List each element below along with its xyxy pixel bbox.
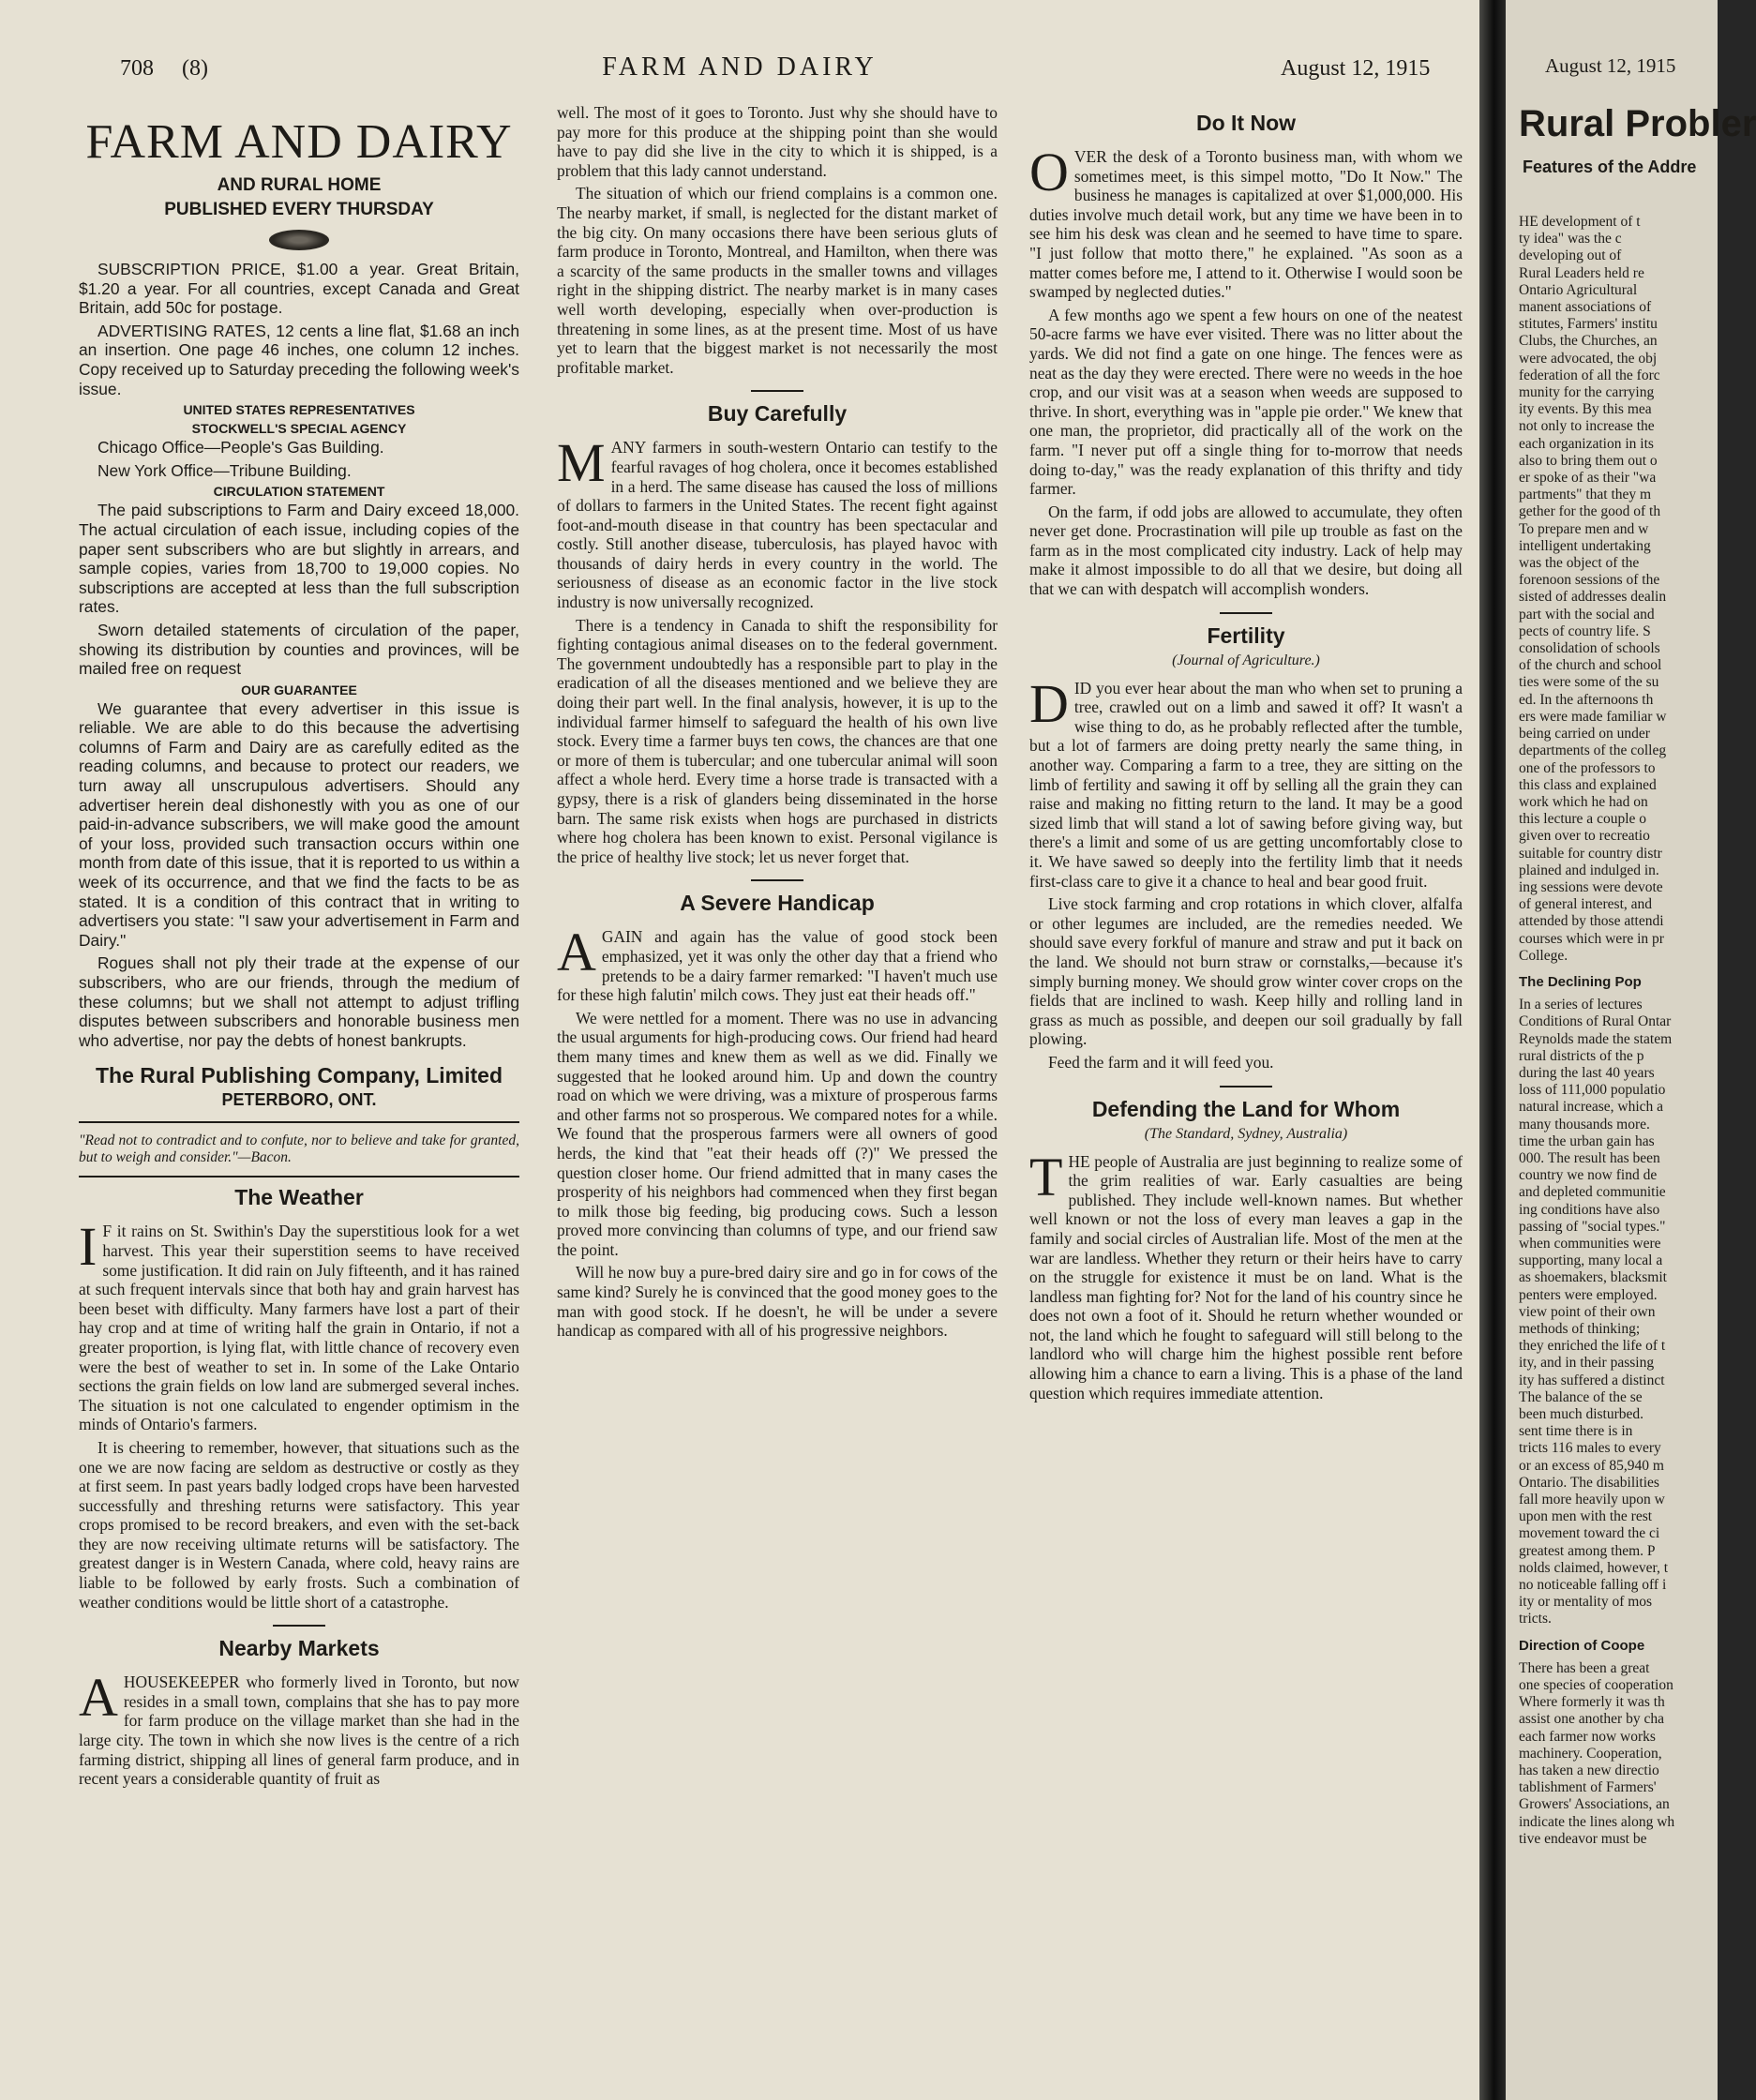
source-fertility: (Journal of Agriculture.) — [1172, 652, 1320, 668]
next-page-line: or an excess of 85,940 m — [1519, 1457, 1664, 1474]
next-page-line: no noticeable falling off i — [1519, 1577, 1667, 1594]
next-page-line: been much disturbed. — [1519, 1406, 1644, 1423]
next-page-line: one species of cooperation — [1519, 1677, 1673, 1694]
next-page-line: ing sessions were devote — [1519, 878, 1663, 895]
next-page-line: view point of their own — [1519, 1303, 1656, 1320]
article-paragraph — [1029, 1146, 1463, 1403]
source-defending: (The Standard, Sydney, Australia) — [1144, 1125, 1348, 1142]
chicago-office: Chicago Office—People's Gas Building. — [98, 438, 384, 458]
next-page-line: suitable for country distr — [1519, 845, 1662, 862]
article-paragraph — [79, 1667, 519, 1789]
article-paragraph: A few months ago we spent a few hours on one of the neatest 50-acre farms we have ever visited. There was no litter about the yards. We did not find a gate on one hinge. The fences were as neat as the day they were erected. There were no weeds in the hoe crop, and our visit was at a season when weeds are supposed to thrive. In short, everything was in "apple pie order." We knew that one man, the proprietor, did practically all of the work on the farm. "I never put off a single thing for to-morrow that needs doing to-day," was the ready explanation of this thrifty and tidy farmer. — [1029, 305, 1463, 499]
advertising-text: ADVERTISING RATES, 12 cents a line flat, $1.68 an inch an insertion. One page 46 inches, one column 12 inches. Copy received up to Saturday preceding the following week's issue. — [79, 321, 519, 398]
divider — [79, 1121, 519, 1123]
masthead-published: PUBLISHED EVERY THURSDAY — [164, 200, 434, 219]
next-page-line: one of the professors to — [1519, 759, 1656, 776]
next-page-line: tricts. — [1519, 1611, 1552, 1628]
next-page-line: machinery. Cooperation, — [1519, 1745, 1662, 1762]
next-page-line: 000. The result has been — [1519, 1149, 1660, 1166]
next-page-line: were advocated, the obj — [1519, 350, 1658, 367]
publisher-name: The Rural Publishing Company, Limited — [95, 1063, 503, 1088]
next-page-line: departments of the colleg — [1519, 742, 1667, 759]
paragraph-text: ANY farmers in south-western Ontario can testify to the fearful ravages of hog cholera, once it becomes established in a herd. The same disease has caused the loss of millions of dollars to farmers in the United States. The recent fight against foot-and-mouth disease in that country has been spectacular and costly. Still another disease, tuberculosis, has played havoc with thousands of dairy herds in every country in the world. The seriousness of disease as an economic factor in the live stock industry is now universally recognized. — [557, 438, 998, 612]
paragraph-text: HE people of Australia are just beginning to realize some of the grim realities of war. Early casualties are being published. They include well-known names. But whether well known or not the loss of every man leaves a gap in the family and social circles of Australian life. Most of the men at the war are landless. Whether they return or their heirs have to carry on the struggle for existence it must be on land. What is the landless man fighting for? Not for the land of his country since he does not own a foot of it. Should he return whether wounded or not, the land which he fought to safeguard will still belong to the landlord who will charge him the highest possible rent before allowing him a chance to earn a living. This is a phase of the land question which requires immediate attention. — [1029, 1151, 1463, 1402]
next-page-line: ity or mentality of mos — [1519, 1594, 1653, 1611]
next-page-line: College. — [1519, 947, 1568, 964]
next-page-line: The balance of the se — [1519, 1388, 1643, 1405]
column-1 — [79, 103, 519, 1792]
paragraph-text: ID you ever hear about the man who when set to pruning a tree, crawled out on a limb and sawed it off? It wasn't a wise thing to do, as he probably reflected after the tumble, but a lot of farmers are doing pretty nearly the same thing, in another way. Comparing a farm to a tree, they are sitting on the limb of fertility and sawing it off by selling all the grain they can raise and making no fitting return to the land. It may be a good sized limb that will stand a lot of sawing before giving way, but there's a limit and some of us are getting uncomfortably close to it. We have sawed so deeply into the fertility limb that it needs first-class care to give it a chance to heal and bear good fruit. — [1029, 678, 1463, 891]
article-paragraph: There is a tendency in Canada to shift the responsibility for fighting contagious animal diseases on to the federal government. The government undoubtedly has a responsible part to play in the eradication of all the diseases mentioned and we believe they are doing their part well. In the final analysis, however, it is up to the individual farmer himself to safeguard the health of his own live stock. Every time a farmer buys ten cows, the chances are that one or more of them is tubercular; and one tubercular animal will soon affect a whole herd. Every time a horse trade is transacted with a gypsy, there is a risk of glanders being disseminated in the horse barn. The same risk exists when hogs are purchased in districts where hog cholera has been known to exist. Personal vigilance is the price of healthy live stock; let us never forget that. — [557, 615, 998, 866]
section-number-text: (8) — [182, 56, 208, 81]
newyork-office: New York Office—Tribune Building. — [98, 460, 352, 480]
next-page-line: sent time there is in — [1519, 1423, 1633, 1440]
next-page-line: not only to increase the — [1519, 418, 1655, 435]
next-page-line: er spoke of as their "wa — [1519, 470, 1657, 487]
next-page-line: methods of thinking; — [1519, 1321, 1641, 1337]
next-page-line: ty idea" was the c — [1519, 231, 1622, 248]
next-page-line: gether for the good of th — [1519, 503, 1661, 520]
next-page-line: they enriched the life of t — [1519, 1338, 1666, 1355]
drop-cap: A — [79, 1667, 118, 1729]
next-page-line: movement toward the ci — [1519, 1525, 1660, 1542]
us-rep-agency: STOCKWELL'S SPECIAL AGENCY — [191, 421, 407, 437]
running-title: FARM AND DAIRY — [602, 52, 878, 82]
next-page-line: each organization in its — [1519, 435, 1654, 452]
next-page-line: of the church and school — [1519, 657, 1662, 674]
article-paragraph — [1029, 142, 1463, 302]
divider — [751, 390, 803, 392]
next-page-line: penters were employed. — [1519, 1286, 1658, 1303]
next-page-line: Where formerly it was th — [1519, 1694, 1665, 1711]
next-page-line: tablishment of Farmers' — [1519, 1779, 1657, 1796]
next-page-line: country we now find de — [1519, 1167, 1658, 1184]
article-paragraph: well. The most of it goes to Toronto. Just why she should have to pay more for this produce at the shipping point than she would have to pay did she live in the city to which it is shipped, is a problem that this lady cannot understand. — [557, 103, 998, 180]
next-page-date: August 12, 1915 — [1545, 54, 1676, 77]
divider — [79, 1176, 519, 1178]
next-page-line: during the last 40 years — [1519, 1064, 1655, 1081]
next-page-line: rural districts of the p — [1519, 1047, 1644, 1064]
us-rep-heading: UNITED STATES REPRESENTATIVES — [183, 402, 415, 418]
next-page-line: was the object of the — [1519, 555, 1640, 572]
headline-defending-land: Defending the Land for Whom — [1091, 1096, 1401, 1121]
next-page-line: natural increase, which a — [1519, 1099, 1664, 1116]
next-page-line: ity has suffered a distinct — [1519, 1372, 1665, 1388]
subscription-text: SUBSCRIPTION PRICE, $1.00 a year. Great Britain, $1.20 a year. For all countries, except Canada and Great Britain, add 50c for postage. — [79, 260, 519, 318]
next-page-line: consolidation of schools — [1519, 640, 1660, 657]
masthead-title: FARM AND DAIRY — [85, 115, 513, 169]
guarantee-text-2: Rogues shall not ply their trade at the expense of our subscribers, who are our friends, through the medium of these columns; but we shall not attempt to adjust trifling disputes between subscribers and honorable business men who advertise, nor pay the debts of honest bankrupts. — [79, 953, 519, 1050]
next-page-line: part with the social and — [1519, 606, 1655, 622]
paragraph-text: GAIN and again has the value of good stock been emphasized, yet it was only the other day that a friend who pretends to be a dairy farmer remarked: "I haven't much use for these high falutin' milch cows. They just eat their heads off." — [557, 927, 998, 1005]
next-page-line: ity, and in their passing — [1519, 1355, 1655, 1372]
article-paragraph: Feed the farm and it will feed you. — [1048, 1052, 1274, 1072]
drop-cap: A — [557, 922, 596, 983]
next-page-line: Ontario Agricultural — [1519, 281, 1638, 298]
next-page-line: tricts 116 males to every — [1519, 1440, 1661, 1457]
next-page-line: nolds claimed, however, t — [1519, 1559, 1669, 1576]
next-page-line: Conditions of Rural Ontar — [1519, 1013, 1672, 1030]
headline-fertility: Fertility — [1207, 622, 1285, 648]
paragraph-text: VER the desk of a Toronto business man, with whom we sometimes meet, is this simpel motto, "Do It Now." The business he manages is capitalized at over $1,000,000. His duties involve much detail work, but any time we have been in to see him his desk was clean and he seemed to have time to spare. "I just follow that motto there," he explained. "As soon as a matter comes before me, I attend to it. Otherwise I would soon be swamped by neglected duties." — [1029, 147, 1463, 302]
next-page-line: supporting, many local a — [1519, 1252, 1663, 1269]
next-page-line: pects of country life. S — [1519, 622, 1651, 639]
next-page-section-heading: Direction of Coope — [1519, 1637, 1645, 1654]
guarantee-text: We guarantee that every advertiser in this issue is reliable. We are able to do this because the advertising columns of Farm and Dairy are as carefully edited as the reading columns, and because to protect our readers, we turn away all unscrupulous advertisers. Should any advertiser herein deal dishonestly with you as one of our paid-in-advance subscribers, we will make good the amount of your loss, provided such transaction occurs within one month from date of this issue, that it is reported to us within a week of its occurrence, and that we find the facts to be as stated. It is a condition of this contract that in writing to advertisers you state: "I saw your advertisement in Farm and Dairy." — [79, 698, 519, 950]
next-page-line: intelligent undertaking — [1519, 537, 1651, 554]
next-page-line: ties were some of the su — [1519, 674, 1659, 691]
next-page-line: HE development of t — [1519, 214, 1641, 230]
next-page-line: There has been a great — [1519, 1659, 1650, 1676]
circulation-text-2: Sworn detailed statements of circulation of the paper, showing its distribution by counties and provinces, will be mailed free on request — [79, 620, 519, 679]
next-page-line: and depleted communitie — [1519, 1184, 1666, 1201]
next-page-line: ed. In the afternoons th — [1519, 691, 1654, 708]
article-paragraph — [557, 432, 998, 612]
next-page-section-heading: The Declining Pop — [1519, 973, 1642, 990]
next-page-line: greatest among them. P — [1519, 1542, 1656, 1559]
next-page-line: also to bring them out o — [1519, 452, 1658, 469]
next-page-line: To prepare men and w — [1519, 520, 1649, 537]
next-page-line: of general interest, and — [1519, 896, 1653, 913]
drop-cap: I — [79, 1216, 98, 1278]
divider — [1220, 1086, 1272, 1088]
circulation-heading: CIRCULATION STATEMENT — [213, 484, 385, 500]
headline-severe-handicap: A Severe Handicap — [680, 891, 875, 916]
next-page-line: ing conditions have also — [1519, 1201, 1660, 1218]
headline-buy-carefully: Buy Carefully — [707, 401, 848, 427]
next-page-line: stitutes, Farmers' institu — [1519, 316, 1658, 333]
next-page-line: Growers' Associations, an — [1519, 1796, 1670, 1813]
next-page-headline: Rural Probler — [1519, 103, 1756, 144]
page-number-text: 708 — [120, 56, 154, 81]
next-page-line: passing of "social types." — [1519, 1218, 1666, 1235]
next-page-line: being carried on under — [1519, 726, 1650, 742]
article-paragraph: We were nettled for a moment. There was no use in advancing the usual arguments for high-producing cows. Our friend had heard them many times and knew them as well as we did. Finally we suggested that he looked around him. Up and down the country road on which we were driving, was a mixture of prosperous farms and other farms not so prosperous. We compared notes for a while. We found that the prosperous farmers were all owners of good herds, the kind that "eat their heads off (?)" We pressed the question closer home. Our friend admitted that in many cases the prosperity of his neighbors had commenced when they first began to milk those big feeding, big producing cows. Such a lesson proved more convincing than columns of type, and our friend saw the point. — [557, 1008, 998, 1259]
next-page-line: has taken a new directio — [1519, 1762, 1659, 1779]
article-paragraph: Will he now buy a pure-bred dairy sire and go in for cows of the same kind? Surely he is convinced that the good money goes to the man with good stock. If he doesn't, he will be under a severe handicap as compared with all of his progressive neighbors. — [557, 1263, 998, 1341]
running-date: August 12, 1915 — [1281, 56, 1431, 81]
next-page-line: each farmer now works — [1519, 1728, 1656, 1745]
page-gutter — [1479, 0, 1506, 2100]
article-paragraph: Live stock farming and crop rotations in which clover, alfalfa or other legumes are included, are the remedies needed. We should save every forkful of manure and straw and put it back on the land. We should not burn straw or cornstalks,—because it's simply burning money. We should grow winter cover crops on the fields that are inclined to wash. Keep hilly and rolling land in grass as much as possible, and deepen our soil gradually by fall plowing. — [1029, 894, 1463, 1049]
next-page-line: loss of 111,000 populatio — [1519, 1082, 1666, 1099]
article-paragraph — [557, 922, 998, 1005]
next-page-line: when communities were — [1519, 1235, 1661, 1252]
next-page-line: Ontario. The disabilities — [1519, 1474, 1659, 1491]
publisher-place: PETERBORO, ONT. — [221, 1090, 377, 1110]
article-paragraph: The situation of which our friend complains is a common one. The nearby market, if small, is neglected for the distant market of the big city. On many occasions there have been serious gluts of farm produce in Toronto, Montreal, and Hamilton, when there was a scarcity of the same products in the smaller towns and villages right in the shipping district. The nearby market is in many cases well worth developing, especially when over-production is threatening in some lines, as at the present time. Most of us have yet to learn that the biggest market is not necessarily the most profitable market. — [557, 184, 998, 377]
drop-cap: T — [1029, 1146, 1063, 1208]
headline-weather: The Weather — [234, 1185, 364, 1210]
paragraph-text: F it rains on St. Swithin's Day the superstitious look for a wet harvest. This year their superstition seems to have received some justification. It did rain on July fifteenth, and it has rained at such frequent intervals since that both hay and grain harvest has been beset with difficulty. Many farmers have lost a part of their hay crop and at time of writing half the grain in Ontario, if not a greater proportion, is lying flat, with little chance of recovery even were the best of weather to set in. In some of the Lake Ontario sections the grain fields on low land are submerged several inches. The situation is not one calculated to engender optimism in the minds of Ontario's farmers. — [79, 1222, 519, 1434]
next-page-line: courses which were in pr — [1519, 930, 1664, 947]
next-page-line: ity events. By this mea — [1519, 401, 1652, 418]
column-3 — [1029, 103, 1463, 1406]
next-page-line: work which he had on — [1519, 793, 1648, 810]
headline-do-it-now: Do It Now — [1195, 111, 1297, 135]
column-2 — [557, 103, 998, 1344]
next-page-line: given over to recreatio — [1519, 828, 1650, 845]
next-page-line: plained and indulged in. — [1519, 862, 1659, 878]
divider — [1220, 612, 1272, 614]
next-page-line: forenoon sessions of the — [1519, 572, 1660, 589]
next-page-line: tive endeavor must be — [1519, 1830, 1647, 1847]
next-page-line: many thousands more. — [1519, 1116, 1650, 1132]
next-page-subhead: Features of the Addre — [1523, 158, 1697, 176]
next-page-line: upon men with the rest — [1519, 1508, 1653, 1525]
drop-cap: D — [1029, 672, 1069, 734]
headline-nearby-markets: Nearby Markets — [218, 1636, 380, 1661]
next-page-line: In a series of lectures — [1519, 997, 1643, 1013]
next-page-line: indicate the lines along wh — [1519, 1813, 1675, 1830]
next-page-line: federation of all the forc — [1519, 367, 1660, 383]
drop-cap: M — [557, 432, 606, 494]
next-page-line: fall more heavily upon w — [1519, 1492, 1665, 1508]
next-page-column — [1519, 214, 1725, 1848]
next-page-line: ers were made familiar w — [1519, 708, 1667, 725]
next-page-line: partments" that they m — [1519, 487, 1652, 503]
bacon-quote: "Read not to contradict and to confute, nor to believe and take for granted, but to weigh and consider."—Bacon. — [79, 1132, 519, 1166]
article-paragraph — [79, 1216, 519, 1434]
next-page-line: this class and explained — [1519, 776, 1657, 793]
divider — [751, 879, 803, 881]
next-page-line: Rural Leaders held re — [1519, 264, 1644, 281]
article-paragraph — [1029, 672, 1463, 892]
article-paragraph: It is cheering to remember, however, that situations such as the one we are now facing are seldom as destructive or costly as they at first seem. In past years badly lodged crops have been harvested successfully and threshing returns were satisfactory. This year crops promised to be record breakers, and even with the set-back they are now receiving ultimate returns will be satisfactory. The greatest danger is in Western Canada, where cold, heavy rains are liable to be followed by early frosts. Such a combination of weather conditions would be little short of a catastrophe. — [79, 1437, 519, 1612]
drop-cap: O — [1029, 142, 1069, 202]
next-page-line: time the urban gain has — [1519, 1132, 1655, 1149]
guarantee-heading: OUR GUARANTEE — [241, 682, 357, 698]
next-page-line: Clubs, the Churches, an — [1519, 333, 1658, 350]
next-page-line: munity for the carrying — [1519, 384, 1655, 401]
next-page-line: Reynolds made the statem — [1519, 1030, 1673, 1047]
next-page-line: manent associations of — [1519, 299, 1652, 316]
next-page-line: assist one another by cha — [1519, 1711, 1664, 1728]
next-page-fragment — [1506, 0, 1756, 2100]
circulation-text: The paid subscriptions to Farm and Dairy exceed 18,000. The actual circulation of each issue, including copies of the paper sent subscribers who are but slightly in arrears, and sample copies, varies from 18,700 to 19,000 copies. No subscriptions are accepted at less than the full subscription rates. — [79, 501, 519, 617]
next-page-line: sisted of addresses dealin — [1519, 589, 1667, 606]
next-page-line: as shoemakers, blacksmit — [1519, 1269, 1667, 1286]
divider — [273, 1625, 325, 1627]
article-paragraph: On the farm, if odd jobs are allowed to accumulate, they often never get done. Procrastination will pile up trouble as fast on the farm as in the most complicated city industry. Lack of help may make it almost impossible to do all that we desire, but doing all that we can with despatch will accomplish wonders. — [1029, 502, 1463, 599]
next-page-line: this lecture a couple o — [1519, 811, 1647, 828]
next-page-line: attended by those attendi — [1519, 913, 1664, 930]
next-page-line: developing out of — [1519, 248, 1622, 264]
ornament-icon — [269, 230, 329, 250]
paragraph-text: HOUSEKEEPER who formerly lived in Toronto, but now resides in a small town, complains that she has to pay more for farm produce on the village market than she had in the large city. The town in which she now lives is the centre of a rich farming district, shipping all lines of general farm produce, and in recent years a considerable quantity of fruit as — [79, 1672, 519, 1789]
masthead-subtitle: AND RURAL HOME — [217, 175, 382, 195]
